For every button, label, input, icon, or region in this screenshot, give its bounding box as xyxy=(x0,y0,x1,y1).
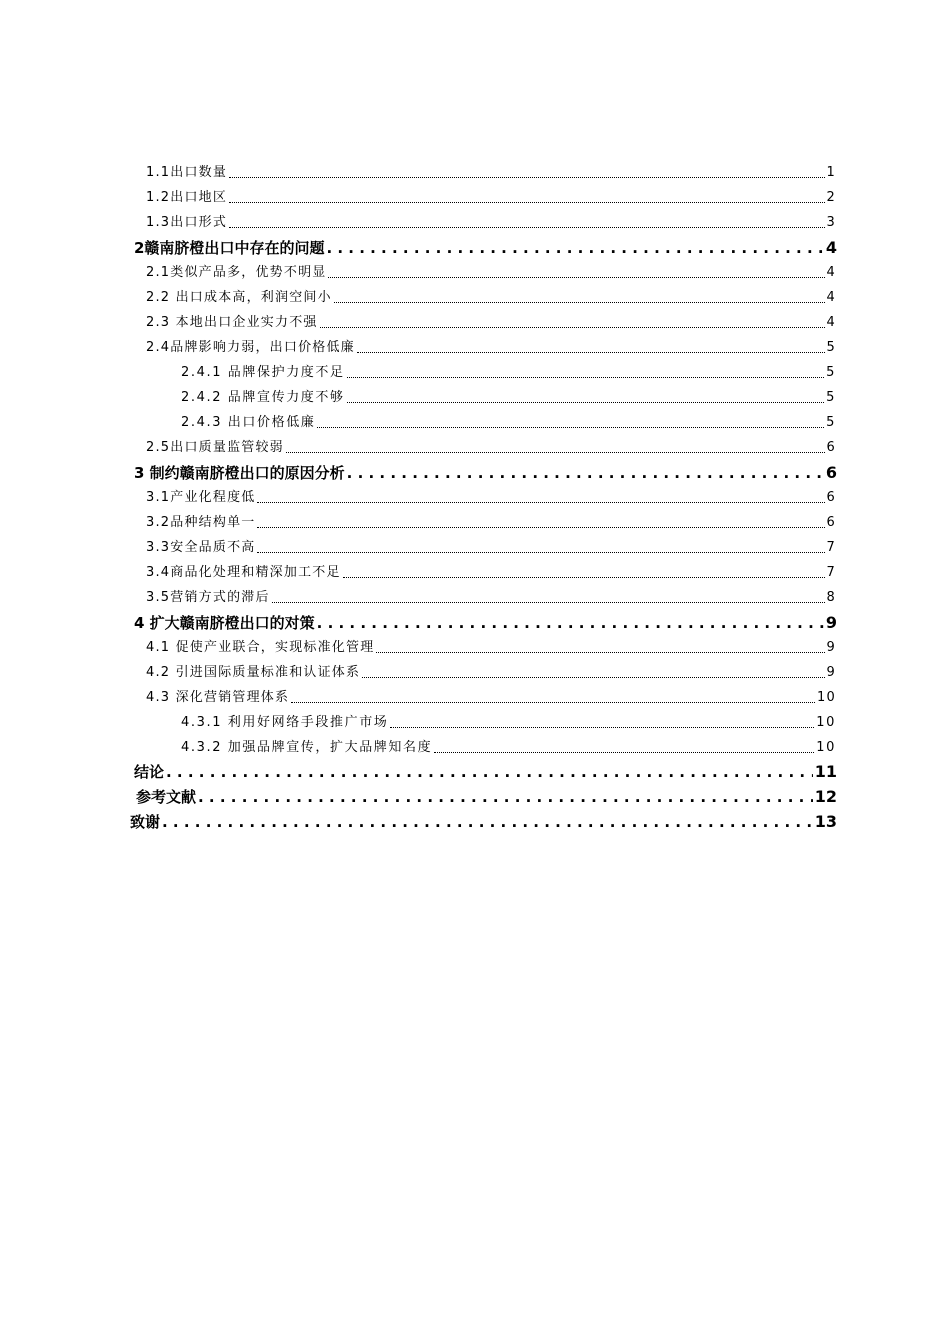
toc-page-number: 8 xyxy=(826,590,836,605)
toc-entry-title: 2.1类似产品多，优势不明显 xyxy=(146,265,327,280)
toc-entry-1-3[interactable] xyxy=(146,213,836,233)
toc-page-number: 5 xyxy=(826,340,836,355)
toc-leader xyxy=(320,327,825,328)
toc-leader xyxy=(434,752,814,753)
toc-leader xyxy=(362,677,824,678)
toc-entry-title: 4.3 深化营销管理体系 xyxy=(146,690,290,705)
toc-entry-title: 4.3.1 利用好网络手段推广市场 xyxy=(181,715,389,730)
toc-page-number: 9 xyxy=(826,640,836,655)
toc-page-number: 6 xyxy=(825,463,837,482)
toc-entry-4-3-2[interactable] xyxy=(181,738,836,758)
toc-leader xyxy=(257,552,824,553)
toc-leader xyxy=(357,352,825,353)
toc-page-number: 12 xyxy=(814,787,837,806)
toc-leader xyxy=(390,727,814,728)
toc-leader xyxy=(347,462,824,484)
toc-entry-title: 2.2 出口成本高，利润空间小 xyxy=(146,290,332,305)
toc-page-number: 6 xyxy=(826,515,836,530)
toc-leader xyxy=(286,452,825,453)
toc-page-number: 5 xyxy=(826,415,836,430)
toc-page-number: 3 xyxy=(826,215,836,230)
toc-entry-title: 2.4.3 出口价格低廉 xyxy=(181,415,316,430)
toc-entry-4-1[interactable] xyxy=(146,638,836,658)
toc-leader xyxy=(347,377,825,378)
toc-entry-title: 2.3 本地出口企业实力不强 xyxy=(146,315,318,330)
toc-page-number: 5 xyxy=(826,365,836,380)
toc-chapter-2[interactable] xyxy=(134,237,837,259)
toc-page-number: 6 xyxy=(826,490,836,505)
toc-page-number: 9 xyxy=(826,665,836,680)
toc-conclusion[interactable] xyxy=(134,761,837,783)
toc-entry-title: 3.3安全品质不高 xyxy=(146,540,256,555)
toc-entry-title: 4.2 引进国际质量标准和认证体系 xyxy=(146,665,361,680)
toc-page-number: 10 xyxy=(816,715,836,730)
toc-entry-2-4[interactable] xyxy=(146,338,836,358)
toc-leader xyxy=(257,502,824,503)
toc-entry-title: 4.3.2 加强品牌宣传，扩大品牌知名度 xyxy=(181,740,433,755)
toc-page-number: 5 xyxy=(826,390,836,405)
toc-entry-3-1[interactable] xyxy=(146,488,836,508)
toc-page-number: 4 xyxy=(826,315,836,330)
toc-leader xyxy=(328,277,824,278)
toc-acknowledgements[interactable] xyxy=(130,811,837,833)
toc-entry-title: 4.1 促使产业联合，实现标准化管理 xyxy=(146,640,375,655)
toc-entry-2-4-3[interactable] xyxy=(181,413,836,433)
toc-page-number: 7 xyxy=(826,540,836,555)
toc-leader xyxy=(291,702,815,703)
toc-leader xyxy=(229,177,824,178)
toc-entry-1-1[interactable] xyxy=(146,163,836,183)
toc-page-number: 4 xyxy=(826,265,836,280)
toc-entry-title: 致谢 xyxy=(130,813,161,831)
toc-entry-title: 4 扩大赣南脐橙出口的对策 xyxy=(134,614,315,632)
toc-entry-3-4[interactable] xyxy=(146,563,836,583)
toc-page-number: 10 xyxy=(816,740,836,755)
toc-leader xyxy=(257,527,824,528)
toc-leader xyxy=(166,761,813,783)
toc-entry-title: 3.1产业化程度低 xyxy=(146,490,256,505)
toc-entry-title: 1.2出口地区 xyxy=(146,190,228,205)
toc-chapter-3[interactable] xyxy=(134,462,837,484)
toc-entry-2-2[interactable] xyxy=(146,288,836,308)
toc-entry-2-3[interactable] xyxy=(146,313,836,333)
toc-entry-title: 2.4品牌影响力弱，出口价格低廉 xyxy=(146,340,355,355)
toc-entry-title: 2.5出口质量监管较弱 xyxy=(146,440,284,455)
toc-entry-title: 3 制约赣南脐橙出口的原因分析 xyxy=(134,464,345,482)
toc-page-number: 6 xyxy=(826,440,836,455)
toc-entry-2-5[interactable] xyxy=(146,438,836,458)
toc-leader xyxy=(317,612,824,634)
toc-page-number: 7 xyxy=(826,565,836,580)
toc-page-number: 11 xyxy=(814,762,837,781)
toc-page-number: 13 xyxy=(814,812,837,831)
toc-leader xyxy=(198,786,813,808)
toc-leader xyxy=(272,602,825,603)
toc-page-number: 4 xyxy=(825,238,837,257)
toc-entry-1-2[interactable] xyxy=(146,188,836,208)
toc-entry-title: 2.4.1 品牌保护力度不足 xyxy=(181,365,345,380)
toc-leader xyxy=(317,427,824,428)
toc-leader xyxy=(343,577,825,578)
toc-leader xyxy=(229,227,824,228)
toc-entry-title: 3.2品种结构单一 xyxy=(146,515,256,530)
toc-page-number: 9 xyxy=(825,613,837,632)
toc-page-number: 10 xyxy=(817,690,836,705)
toc-entry-title: 3.4商品化处理和精深加工不足 xyxy=(146,565,341,580)
toc-entry-2-1[interactable] xyxy=(146,263,836,283)
toc-entry-3-5[interactable] xyxy=(146,588,836,608)
toc-references[interactable] xyxy=(136,786,837,808)
toc-page-number: 2 xyxy=(826,190,836,205)
toc-entry-title: 1.3出口形式 xyxy=(146,215,228,230)
toc-chapter-4[interactable] xyxy=(134,612,837,634)
toc-leader xyxy=(229,202,824,203)
toc-leader xyxy=(347,402,825,403)
toc-leader xyxy=(326,237,823,259)
toc-page-number: 4 xyxy=(826,290,836,305)
toc-entry-3-3[interactable] xyxy=(146,538,836,558)
toc-entry-2-4-2[interactable] xyxy=(181,388,836,408)
toc-entry-title: 1.1出口数量 xyxy=(146,165,228,180)
toc-page-number: 1 xyxy=(826,165,836,180)
toc-entry-4-3[interactable] xyxy=(146,688,836,708)
toc-leader xyxy=(162,811,813,833)
toc-leader xyxy=(334,302,825,303)
toc-entry-title: 2赣南脐橙出口中存在的问题 xyxy=(134,239,325,257)
toc-entry-title: 结论 xyxy=(134,763,165,781)
toc-entry-title: 3.5营销方式的滞后 xyxy=(146,590,270,605)
toc-entry-2-4-1[interactable] xyxy=(181,363,836,383)
toc-entry-4-3-1[interactable] xyxy=(181,713,836,733)
toc-entry-4-2[interactable] xyxy=(146,663,836,683)
toc-entry-title: 2.4.2 品牌宣传力度不够 xyxy=(181,390,345,405)
toc-leader xyxy=(376,652,824,653)
toc-entry-3-2[interactable] xyxy=(146,513,836,533)
toc-entry-title: 参考文献 xyxy=(136,788,197,806)
